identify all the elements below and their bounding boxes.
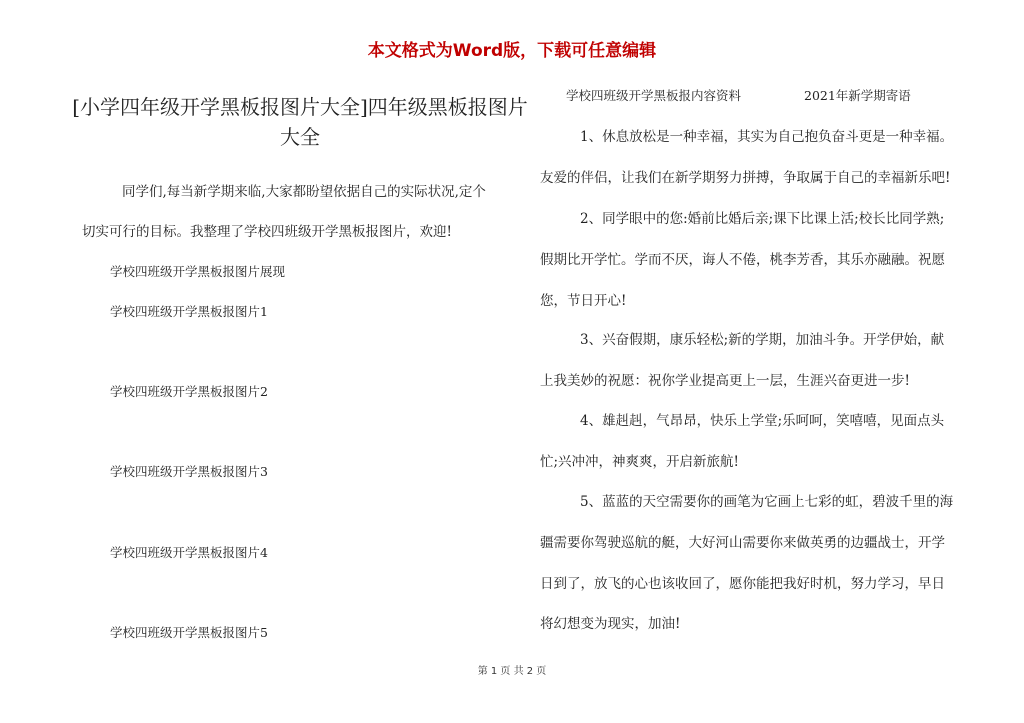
section-heading: 学校四班级开学黑板报图片展现 xyxy=(110,264,286,279)
para-2-line-3: 您，节日开心! xyxy=(540,293,627,309)
word-format-banner: 本文格式为Word版，下载可任意编辑 xyxy=(367,41,657,61)
para-5-line-3: 日到了，放飞的心也该收回了，愿你能把我好时机，努力学习，早日 xyxy=(540,576,945,592)
para-1-line-1: 1、休息放松是一种幸福，其实为自己抱负奋斗更是一种幸福。 xyxy=(580,129,954,145)
image-caption-4: 学校四班级开学黑板报图片4 xyxy=(110,545,268,560)
para-4-line-1: 4、雄赳赳，气昂昂，快乐上学堂;乐呵呵，笑嘻嘻，见面点头 xyxy=(580,413,945,429)
intro-line-2: 切实可行的目标。我整理了学校四班级开学黑板报图片，欢迎! xyxy=(82,224,452,240)
para-3-line-2: 上我美妙的祝愿：祝你学业提高更上一层，生涯兴奋更进一步! xyxy=(540,373,910,389)
intro-line-1: 同学们,每当新学期来临,大家都盼望依据自己的实际状况,定个 xyxy=(122,184,486,200)
right-header-right: 2021年新学期寄语 xyxy=(804,88,911,103)
image-caption-2: 学校四班级开学黑板报图片2 xyxy=(110,384,268,399)
para-3-line-1: 3、兴奋假期，康乐轻松;新的学期，加油斗争。开学伊始，献 xyxy=(580,332,945,348)
image-caption-5: 学校四班级开学黑板报图片5 xyxy=(110,625,268,640)
right-header-left: 学校四班级开学黑板报内容资料 xyxy=(566,88,742,103)
para-2-line-2: 假期比开学忙。学而不厌，诲人不倦，桃李芳香，其乐亦融融。祝愿 xyxy=(540,252,945,268)
para-4-line-2: 忙;兴冲冲，神爽爽，开启新旅航! xyxy=(540,454,739,470)
para-5-line-2: 疆需要你驾驶巡航的艇，大好河山需要你来做英勇的边疆战士，开学 xyxy=(540,535,945,551)
document-title-line2: 大全 xyxy=(280,125,320,149)
para-5-line-4: 将幻想变为现实，加油! xyxy=(540,616,681,632)
para-1-line-2: 友爱的伴侣，让我们在新学期努力拼搏，争取属于自己的幸福新乐吧! xyxy=(540,170,951,186)
para-5-line-1: 5、蓝蓝的天空需要你的画笔为它画上七彩的虹，碧波千里的海 xyxy=(580,494,954,510)
page-number-footer: 第 1 页 共 2 页 xyxy=(477,666,547,677)
image-caption-3: 学校四班级开学黑板报图片3 xyxy=(110,464,268,479)
para-2-line-1: 2、同学眼中的您:婚前比婚后亲;课下比课上活;校长比同学熟; xyxy=(580,211,945,227)
document-title-line1: [小学四年级开学黑板报图片大全]四年级黑板报图片 xyxy=(72,95,528,119)
image-caption-1: 学校四班级开学黑板报图片1 xyxy=(110,304,268,319)
